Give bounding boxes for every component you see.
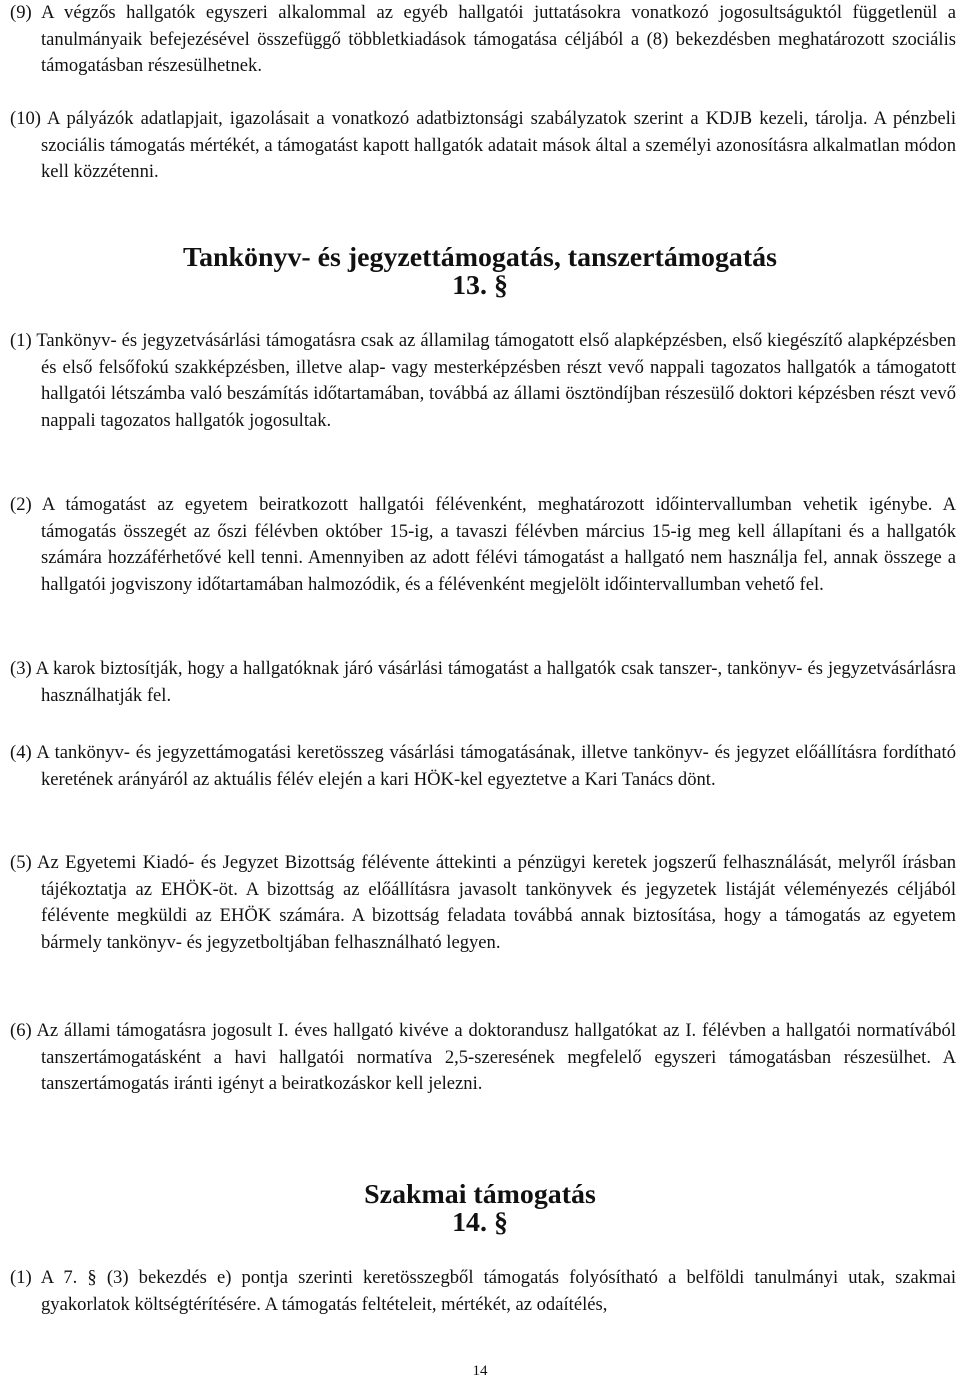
section-13-item-6: (6) Az állami támogatásra jogosult I. éves hallgató kivéve a doktorandusz hallgatókat az I. félévben a hallgatói normatívából tanszertámogatásként a havi hallgatói normatíva 2,5-szeresének megfelelő egyszeri támogatásban részesülhet. A tanszertámogatás iránti igényt a beiratkozáskor kell jelezni.: [10, 1020, 956, 1094]
section-13-item-5: (5) Az Egyetemi Kiadó- és Jegyzet Bizottság félévente áttekinti a pénzügyi keretek jogszerű felhasználását, melyről írásban tájékoztatja az EHÖK-öt. A bizottság az előállításra javasolt tankönyvek és jegyzetek listáját véleményezés céljából félévente megküldi az EHÖK számára. A bizottság feladata továbbá annak biztosítása, hogy a támogatás az egyetem bármely tankönyv- és jegyzetboltjában felhasználható legyen.: [10, 852, 956, 953]
page-number: 14: [472, 1363, 488, 1379]
paragraph-10: (10) A pályázók adatlapjait, igazolásait a vonatkozó adatbiztonsági szabályzatok szerint a KDJB kezeli, tárolja. A pénzbeli szociális támogatás mértékét, a támogatást kapott hallgatók adatait mások által a személyi azonosításra alkalmatlan módon kell közzétenni.: [10, 108, 956, 182]
section-13-item-4: (4) A tankönyv- és jegyzettámogatási keretösszeg vásárlási támogatásának, illetve tankönyv- és jegyzet előállításra fordítható keretének arányáról az aktuális félév elején a kari HÖK-kel egyeztetve a Kari Tanács dönt.: [10, 742, 956, 790]
paragraph-9: (9) A végzős hallgatók egyszeri alkalommal az egyéb hallgatói juttatásokra vonatkozó jogosultságuktól függetlenül a tanulmányaik befejezésével összefüggő többletkiadások támogatása céljából a (8) bekezdésben meghatározott szociális támogatásban részesülhetnek.: [10, 2, 956, 76]
section-13-item-1: (1) Tankönyv- és jegyzetvásárlási támogatásra csak az államilag támogatott első alapképzésben, első kiegészítő alapképzésben és első felsőfokú szakképzésben, illetve alap- vagy mesterképzésben részt vevő nappali tagozatos hallgatók a támogatott hallgatói létszámba való beszámítás időtartamában, továbbá az állami ösztöndíjban részesülő doktori képzésben részt vevő nappali tagozatos hallgatók jogosultak.: [10, 330, 956, 431]
section-13-item-2: (2) A támogatást az egyetem beiratkozott hallgatói félévenként, meghatározott időintervallumban vehetik igénybe. A támogatás összegét az őszi félévben október 15-ig, a tavaszi félévben március 15-ig meg kell állapítani és a hallgatók számára hozzáférhetővé kell tenni. Amennyiben az adott félévi támogatást a hallgató nem használja fel, annak összege a hallgatói jogviszony időtartamában halmozódik, és a félévenként megjelölt időintervallumban vehető fel.: [10, 494, 956, 595]
section-14-item-1: (1) A 7. § (3) bekezdés e) pontja szerinti keretösszegből támogatás folyósítható a belföldi tanulmányi utak, szakmai gyakorlatok költségtérítésére. A támogatás feltételeit, mértékét, az odaítélés,: [10, 1267, 956, 1315]
section-14-number: 14. §: [452, 1207, 508, 1238]
section-14-title: Szakmai támogatás: [364, 1179, 596, 1210]
section-13-item-3: (3) A karok biztosítják, hogy a hallgatóknak járó vásárlási támogatást a hallgatók csak tanszer-, tankönyv- és jegyzetvásárlásra használhatják fel.: [10, 658, 956, 706]
section-13-number: 13. §: [452, 270, 508, 301]
section-13-title: Tankönyv- és jegyzettámogatás, tanszertámogatás: [183, 242, 777, 273]
